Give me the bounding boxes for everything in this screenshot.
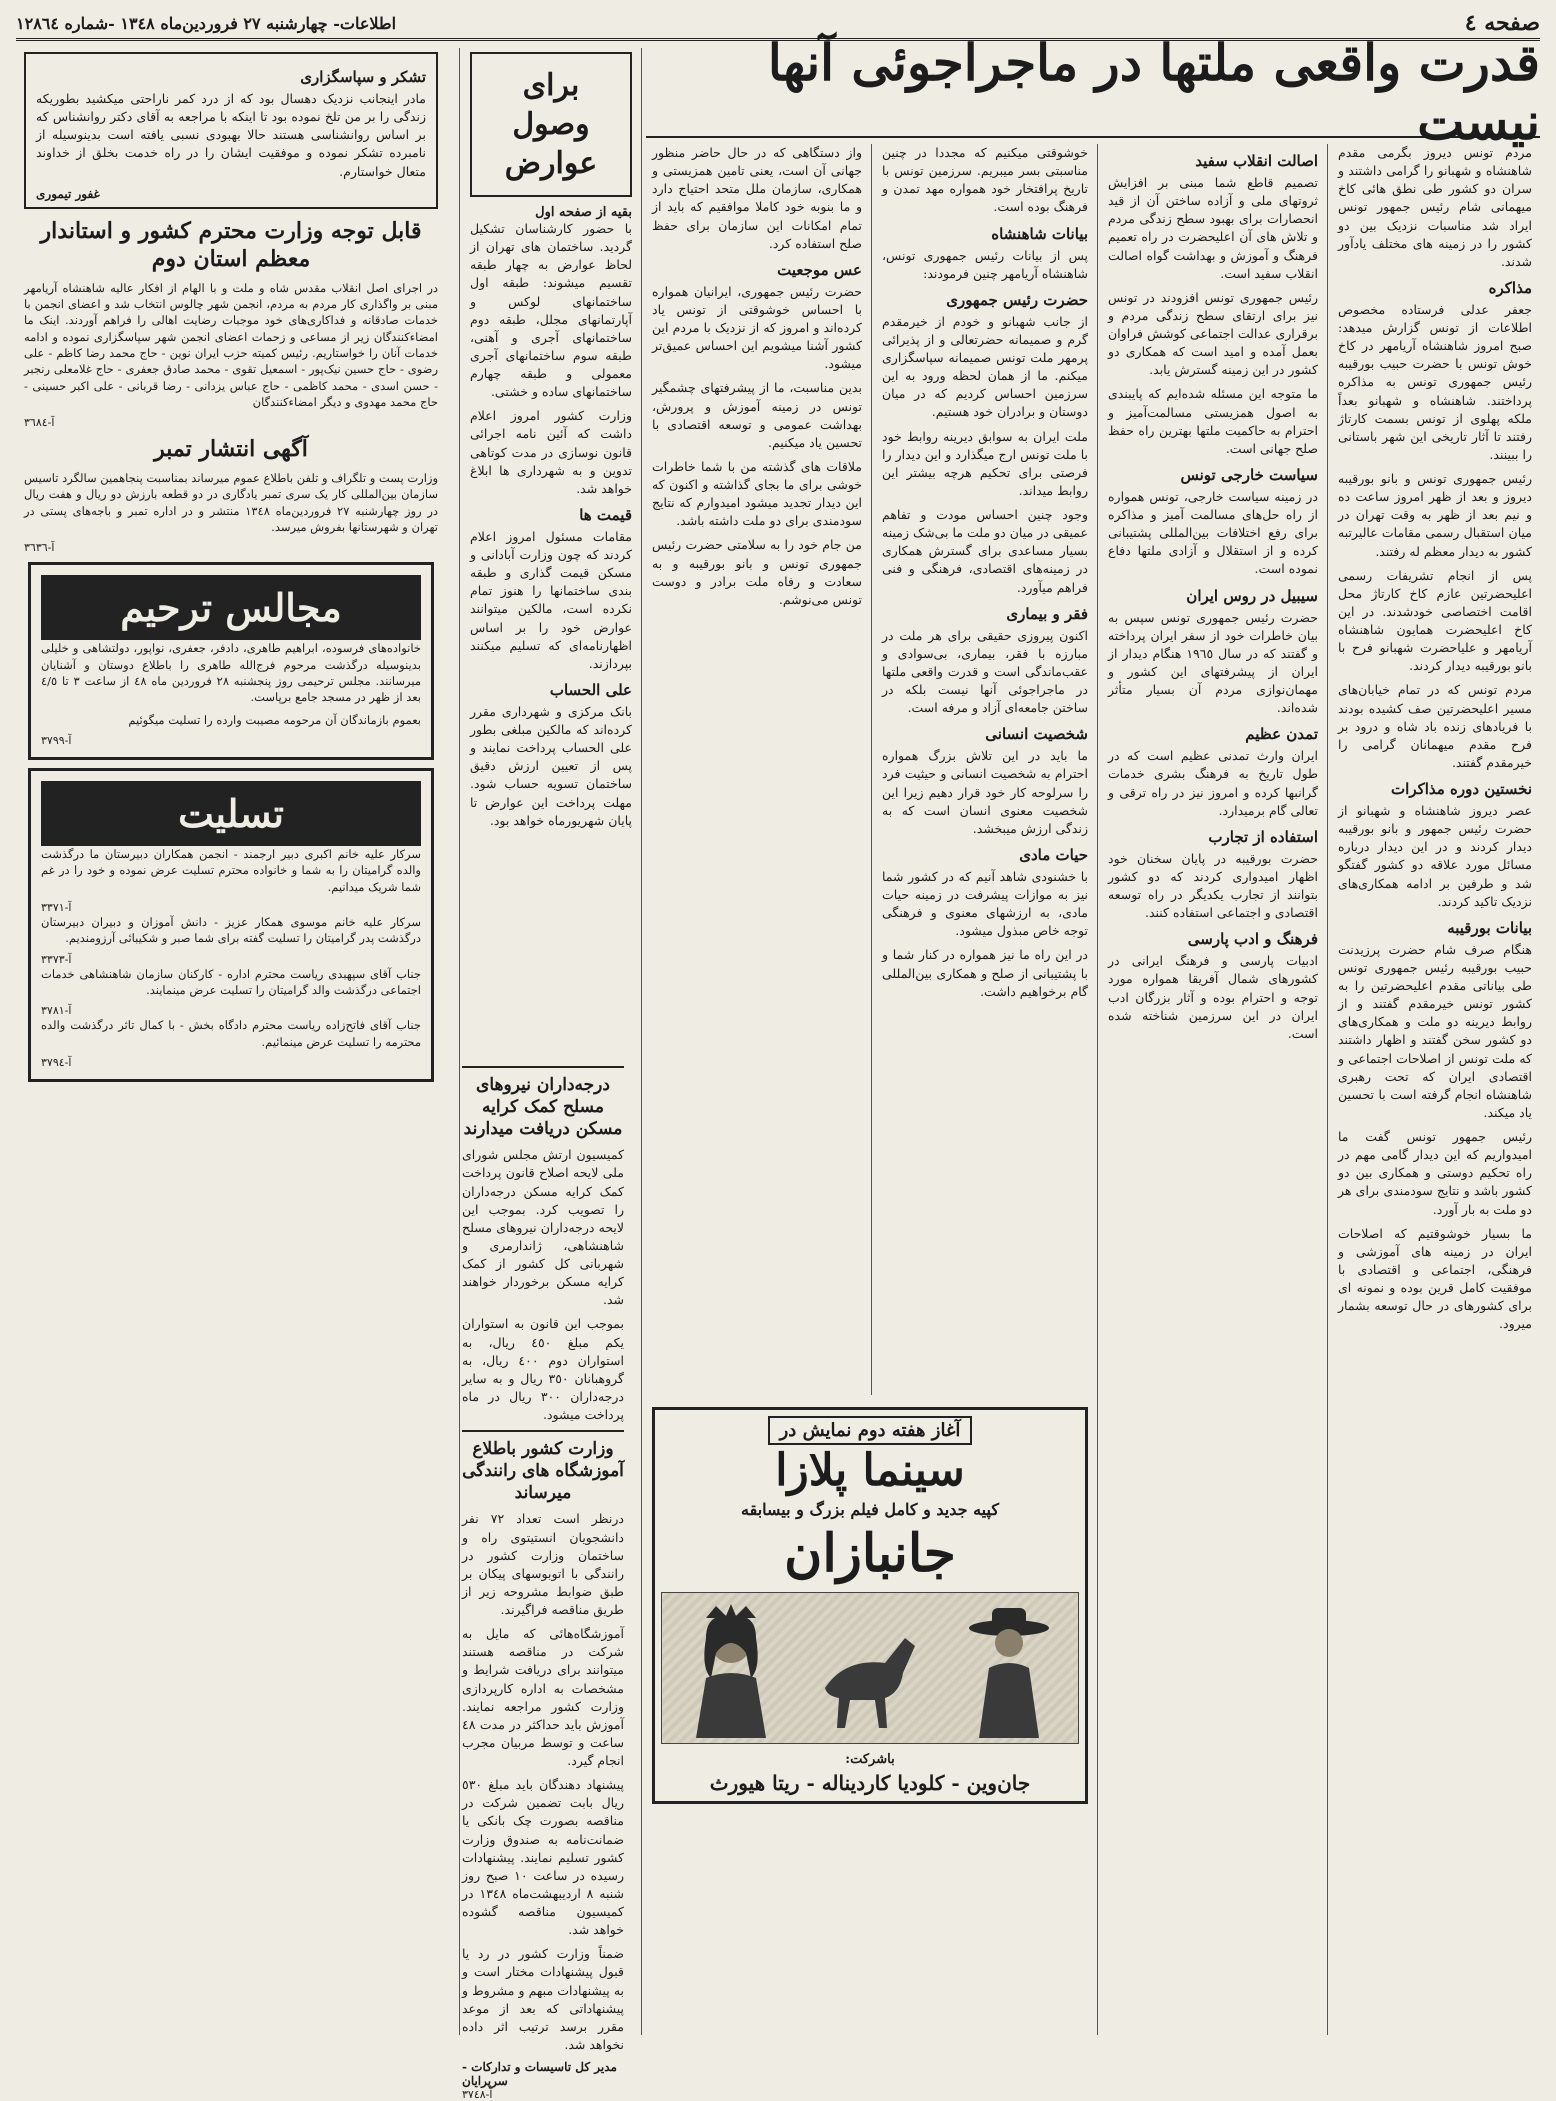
cinema-ad-box bbox=[652, 1407, 1088, 1804]
cast-names: جان‌وین - کلودیا کاردیناله - ریتا هیورث bbox=[709, 1771, 1031, 1795]
memorial-code: آ-٣٧٩٩ bbox=[41, 733, 72, 747]
paragraph: با خشنودی شاهد آنیم که در کشور شما نیز به موازات پیشرفت در زمینه حیات مادی، به ارزشهای معنوی و فرهنگی توجه خاص مبذول میشود. bbox=[882, 868, 1088, 939]
subheading: تمدن عظیم bbox=[1245, 725, 1318, 744]
main-story-col-1 bbox=[1330, 144, 1540, 2035]
thanks-signer: غفور تیموری bbox=[36, 186, 100, 201]
condolence-code: آ-٣٧٨١ bbox=[41, 1004, 72, 1018]
paragraph: ما باید در این تلاش بزرگ همواره احترام به شخصیت انسانی و حیثیت فرد را سرلوحه کار خود قرار دهیم زیرا این شخصیت معنوی انسان است که به زندگی ارزش میبخشد. bbox=[882, 748, 1088, 836]
condolence-item: جناب آقای فاتح‌زاده ریاست محترم دادگاه بخش - با کمال تاثر درگذشت والده محترمه را تسلیت عرض مینمائیم. bbox=[41, 1018, 421, 1049]
main-story-col-4 bbox=[644, 144, 870, 1395]
paragraph: مقامات مسئول امروز اعلام کردند که چون وزارت آبادانی و مسکن قیمت گذاری و طبقه بندی ساختمانها را هنوز تمام نکرده است، مالکین میتوانند عوارض خود را بر اساس اظهارنامه‌ای که تسلیم میکنند بپردازند. bbox=[470, 528, 632, 671]
memorial-title: مجالس ترحیم bbox=[41, 575, 421, 640]
memorial-body: خانواده‌های فرسوده، ابراهیم طاهری، دادفر، جعفری، نواپور، دولتشاهی و خلیلی بدینوسیله درگذشت مرحوم فرج‌الله طاهری را باطلاع دوستان و آشنایان میرسانند. مجلس ترحیمی روز پنجشنبه ٢٨ فروردین ماه ٤٨ از ساعت ٣ تا ٤/٥ بعد از ظهر در مسجد جامع برپاست. bbox=[41, 641, 421, 705]
thanks-body: مادر اینجانب نزدیک دهسال بود که از درد کمر ناراحتی میکشید بطوریکه زندگی را بر من تلخ نموده بود تا اینکه با مراجعه به آقای دکتر روانشناس که بر اساس روانشناسی هستند حالا بهبودی نسبی یافته است بدینوسیله از نامبرده تشکر نموده و موفقیت ایشان را در راه خدمت بخلق از خداوند متعال خواستارم. bbox=[36, 91, 426, 179]
nco-housing-title: درجه‌داران نیروهای مسلح کمک کرایه مسکن دریافت میدارند bbox=[462, 1066, 624, 1140]
paragraph: بموجب این قانون به استواران یکم مبلغ ٤٥٠ ریال، به استواران دوم ٤٠٠ ریال، به گروهبانان ٣٥٠ ریال و به سایر درجه‌داران ٣٠٠ ریال در ماه پرداخت میشود. bbox=[462, 1316, 624, 1423]
paragraph: بدین مناسبت، ما از پیشرفتهای چشمگیر تونس در زمینه آموزش و پرورش، بهداشت عمومی و توسعه اقتصادی با تحسین یاد میکنیم. bbox=[652, 380, 862, 450]
paragraph: در زمینه سیاست خارجی، تونس همواره از راه حل‌های مسالمت آمیز و مذاکره برای رفع اختلافات بین‌المللی پشتیبانی کرده و از استقلال و آزادی ملتها دفاع نموده است. bbox=[1108, 488, 1318, 577]
condolence-code: آ-٣٧٩٤ bbox=[41, 1055, 72, 1069]
ministry-code: آ-٣٦٨٤ bbox=[24, 416, 55, 430]
subheading: بیانات شاهنشاه bbox=[991, 224, 1088, 243]
main-story-col-2 bbox=[1100, 144, 1326, 2035]
condolence-code: آ-٣٣٧٣ bbox=[41, 952, 72, 966]
memorial-notice bbox=[28, 562, 434, 760]
paragraph: عصر دیروز شاهنشاه و شهبانو از حضرت رئیس جمهور و بانو بورقیبه دیدار کردند و در این دیدار درباره مسائل مورد علاقه دو کشور گفتگو شد و طرفین بر ادامه همکاری‌های نزدیک تاکید کردند. bbox=[1338, 803, 1532, 909]
subheading: سیاست خارجی تونس bbox=[1180, 465, 1318, 484]
film-title: جانبازان bbox=[784, 1523, 956, 1584]
paragraph: واز دستگاهی که در حال حاضر منظور جهانی آن است، یعنی تامین همزیستی و همکاری، سازمان ملل متحد احتیاج دارد و ما بنوبه خود کاملا موافقیم که باید از تمام امکانات این سازمان برای حفظ صلح استفاده کرد. bbox=[652, 145, 862, 251]
paragraph: از جانب شهبانو و خودم از خیرمقدم گرم و صمیمانه حضرتعالی و از پذیرائی پرمهر ملت تونس صمیمانه سپاسگزاری میکنم. ما از همان لحظه ورود به این سرزمین احساس کردیم که در میان دوستان و برادران خود هستیم. bbox=[882, 313, 1088, 420]
paragraph: رئیس جمهوری تونس و بانو بورقیبه دیروز و بعد از ظهر امروز ساعت ده و نیم بعد از ظهر به وقت تهران در میان استقبال رسمی مقامات عالیرتبه کشور به دیدار معظم له رفتند. bbox=[1338, 471, 1532, 559]
subheading: مذاکره bbox=[1488, 278, 1532, 297]
ministry-title: قابل توجه وزارت محترم کشور و استاندار معظم استان دوم bbox=[40, 217, 422, 273]
paragraph: وزارت کشور امروز اعلام داشت که آئین نامه اجرائی قانون نوسازی در مدت کوتاهی تدوین و به شهرداری ها ابلاغ خواهد شد. bbox=[470, 408, 632, 496]
condolence-item: سرکار علیه خانم موسوی همکار عزیز - دانش آموزان و دبیران دبیرستان درگذشت پدر گرامیتان را تسلیت گفته برای شما صبر و شکیبائی آرزومندیم. bbox=[41, 914, 421, 946]
driving-schools-title: وزارت کشور باطلاع آموزشگاه های رانندگی میرساند bbox=[462, 1430, 624, 1504]
paragraph: در این راه ما نیز همواره در کنار شما و با پشتیبانی از صلح و همکاری بین‌المللی گام برخواهیم داشت. bbox=[882, 947, 1088, 999]
cinema-subtitle: کپیه جدید و کامل فیلم بزرگ و بیسابقه bbox=[741, 1500, 999, 1519]
ministry-body: در اجرای اصل انقلاب مقدس شاه و ملت و با الهام از افکار عالیه شاهنشاه آریامهر مبنی بر واگذاری کار مردم به مردم، انجمن شهر چالوس انتخاب شد و اعضای انجمن با خدمات صادقانه و فداکاری‌های خود موجبات رضایت اهالی را فراهم آوردند. اینک ما امضاءکنندگان زیر از مساعی و زحمات اعضای انجمن شهر سپاسگزاری نموده و ادامه خدمات آنان را خواستاریم. رئیس کمیته حزب ایران نوین - حاج محمد رضا کاظم - علی رضوی - حاج حسین نیک‌پور - اسمعیل تقوی - محمد صادق جعفری - حاج غلامعلی رنجبر - حسن اسدی - محمد کاظمی - حاج عباس یزدانی - رضا قربانی - علی اکبر حسینی - حاج محمد مهدوی و دیگر امضاءکنندگان bbox=[24, 280, 438, 410]
column-rule bbox=[1097, 144, 1098, 2035]
paragraph: درنظر است تعداد ٧٢ نفر دانشجویان انستیتوی راه و ساختمان وزارت کشور در رانندگی با اتوبوسهای پیکان بر طبق ضوابط مشروحه زیر از طریق مناقصه فراگیرند. bbox=[462, 1511, 624, 1618]
paragraph: رئیس جمهوری تونس افزودند در تونس نیز برای ارتقای سطح زندگی مردم و برقراری عدالت اجتماعی کوشش فراوان بعمل آمده و امید است که همکاری دو کشور در این زمینه گسترش یابد. bbox=[1108, 289, 1318, 378]
subheading: اصالت انقلاب سفید bbox=[1195, 152, 1318, 170]
stamp-title: آگهی انتشار تمبر bbox=[154, 436, 308, 463]
subheading: سیبیل در روس ایران bbox=[1186, 586, 1318, 605]
column-rule bbox=[1327, 144, 1328, 2035]
paragraph: مردم تونس دیروز بگرمی مقدم شاهنشاه و شهبانو را گرامی داشتند و سران دو کشور طی نطق هائی کاخ میهمانی شام رئیس جمهور تونس ایراد شد مناسبات نزدیک بین دو کشور را در زمینه های مختلف یادآور شدند. bbox=[1338, 145, 1532, 269]
paragraph: هنگام صرف شام حضرت پرزیدنت حبیب بورقیبه رئیس جمهوری تونس طی بیاناتی مقدم اعلیحضرتین را به کشور تونس خیرمقدم گفتند و از روابط دیرینه دو ملت و همکاری‌های دو کشور سخن گفتند و اظهار داشتند که ملت تونس از اصلاحات اجتماعی و اقتصادی ایران که تحت رهبری شاهنشاه انجام گرفته است با تحسین یاد میکند. bbox=[1338, 941, 1532, 1120]
tolls-continued: بقیه از صفحه اول bbox=[535, 205, 632, 220]
condolence-item: سرکار علیه خانم اکبری دبیر ارجمند - انجمن همکاران دبیرستان ما درگذشت والده گرامیتان را به شما و خانواده محترم تسلیت عرض نموده و خود را در غم شما شریک میدانیم. bbox=[41, 846, 421, 894]
paragraph: من جام خود را به سلامتی حضرت رئیس جمهوری تونس و بانو بورقیبه و به سعادت و رفاه ملت برادر و دوست تونس می‌نوشم. bbox=[652, 537, 862, 607]
paragraph: مردم تونس که در تمام خیابان‌های مسیر اعلیحضرتین صف کشیده بودند با فریادهای زنده باد شاه و درود بر فرح مقدم میهمانان گرامی را خیرمقدم گفتند. bbox=[1338, 682, 1532, 770]
cinema-ad bbox=[644, 1399, 1096, 2035]
paragraph: رئیس جمهور تونس گفت ما امیدواریم که این دیدار گامی مهم در راه تحکیم دوستی و همکاری بین دو کشور باشد و نتایج سودمندی برای هر دو ملت به بار آورد. bbox=[1338, 1129, 1532, 1217]
columns-area bbox=[16, 33, 1540, 2035]
thanks-title: تشکر و سپاسگزاری bbox=[300, 68, 426, 86]
paragraph: ملت ایران به سوابق دیرینه روابط خود با ملت تونس ارج میگذارد و این دیدار را فرصتی برای تحکیم هرچه بیشتر این روابط میداند. bbox=[882, 428, 1088, 498]
subheading: فرهنگ و ادب پارسی bbox=[1187, 930, 1318, 949]
driving-signature: مدیر کل تاسیسات و تدارکات - سرپرایان bbox=[462, 2060, 617, 2089]
thanks-notice bbox=[24, 52, 438, 209]
subheading: عس موجعیت bbox=[777, 260, 862, 279]
stamp-code: آ-٣٦٣٦ bbox=[24, 541, 55, 555]
tolls-article bbox=[470, 52, 632, 197]
memorial-note: بعموم بازماندگان آن مرحومه مصیبت وارده را تسلیت میگوئیم bbox=[128, 712, 421, 727]
film-illustration bbox=[661, 1592, 1079, 1744]
subheading: حیات مادی bbox=[1019, 845, 1088, 864]
paragraph: حضرت بورقیبه در پایان سخنان خود اظهار امیدواری کردند که دو کشور بتوانند از تجارب یکدیگر در راه توسعه اقتصادی و اجتماعی استفاده کنند. bbox=[1108, 850, 1318, 921]
cinema-tag: آغاز هفته دوم نمایش در bbox=[768, 1416, 973, 1445]
column-rule bbox=[871, 144, 872, 1395]
paragraph: پس از بیانات رئیس جمهوری تونس، شاهنشاه آریامهر چنین فرمودند: bbox=[882, 247, 1088, 281]
subheading: نخستین دوره مذاکرات bbox=[1391, 780, 1532, 798]
condolence-code: آ-٣٣٧١ bbox=[41, 900, 72, 914]
column-5-lower bbox=[454, 1060, 632, 2101]
subheading: استفاده از تجارب bbox=[1208, 827, 1318, 846]
cowboy-figure-icon bbox=[954, 1598, 1064, 1738]
page-number: صفحه ٤ bbox=[1464, 10, 1540, 36]
paragraph: ادبیات پارسی و فرهنگ ایرانی در کشورهای شمال آفریقا همواره مورد توجه و احترام بوده و آثار بزرگان ادب ایران در این سرزمین شناخته شده است. bbox=[1108, 953, 1318, 1041]
paragraph: پس از انجام تشریفات رسمی اعلیحضرتین عازم کاخ کارتاژ محل اقامت اختصاصی خودشدند. در این کاخ اعلیحضرت همایون شاهنشاه آریامهر و علیاحضرت شهبانو فرح با بانو بورقیبه دیدار کردند. bbox=[1338, 567, 1532, 674]
paragraph: ما متوجه این مسئله شده‌ایم که پایبندی به اصول همزیستی مسالمت‌آمیز و احترام به حاکمیت ملتها بهترین راه حفظ صلح جهانی است. bbox=[1108, 386, 1318, 456]
paragraph: بانک مرکزی و شهرداری مقرر کرده‌اند که مالکین مبلغی بطور علی الحساب پرداخت نمایند و پس از تعیین ارزش دقیق ساختمان تسویه حساب شود. مهلت پرداخت این عوارض تا پایان شهریورماه خواهد بود. bbox=[470, 703, 632, 828]
subheading: بیانات بورقیبه bbox=[1447, 918, 1532, 937]
paragraph: تصمیم قاطع شما مبنی بر افزایش ثروتهای ملی و آزاده ساختن آن از قید انحصارات برای بهبود سطح زندگی مردم و تلاش های آن اعلیحضرت در راه تعمیم فرهنگ و آموزش و بهداشت گواه اصالت انقلاب سفید است. bbox=[1108, 175, 1318, 281]
paragraph: جعفر عدلی فرستاده مخصوص اطلاعات از تونس گزارش میدهد: صبح امروز شاهنشاه آریامهر در کاخ خوش‌ تونس با حضرت حبیب بورقیبه رئیس جمهوری تونس به مذاکره پرداختند. شاهنشاه و شهبانو بعداً ملکه پهلوی از تونس بسمت کارتاژ رفتند تا آثار تاریخی این شهر باستانی را ببینند. bbox=[1338, 301, 1532, 462]
condolence-title: تسلیت bbox=[41, 781, 421, 846]
cinema-name: سینما پلازا bbox=[775, 1445, 965, 1496]
subheading: حضرت رئیس جمهوری bbox=[946, 290, 1088, 309]
subheading: شخصیت انسانی bbox=[985, 725, 1088, 744]
paragraph: با حضور کارشناسان تشکیل گردید. ساختمان های تهران از لحاظ عوارض به چهار طبقه تقسیم میشوند: طبقه اول ساختمانهای لوکس و آپارتمانهای مجلل، طبقه دوم ساختمانهای آجری و آهنی، طبقه سوم ساختمانهای آجری معمولی و طبقه چهارم ساختمانهای ساده و خشتی. bbox=[470, 221, 632, 400]
paragraph: ایران وارث تمدنی عظیم است که در طول تاریخ به فرهنگ بشری خدمات گرانبها کرده و امروز نیز در راه ترقی و تعالی گام برمیدارد. bbox=[1108, 748, 1318, 818]
subheading: علی الحساب bbox=[549, 680, 632, 699]
column-6 bbox=[16, 48, 446, 2035]
subheading: فقر و بیماری bbox=[1006, 604, 1088, 623]
main-headline: قدرت واقعی ملتها در ماجراجوئی آنها نیست bbox=[646, 48, 1540, 138]
paragraph: اکنون پیروزی حقیقی برای هر ملت در مبارزه با فقر، بیماری، بی‌سوادی و عقب‌ماندگی است و قدرت واقعی ملتها در ماجراجوئی آنها نیست بلکه در ساختن جامعه‌ای آزاد و مرفه است. bbox=[882, 627, 1088, 716]
paragraph: وجود چنین احساس مودت و تفاهم عمیقی در میان دو ملت ما بی‌شک زمینه بسیار مساعدی برای گسترش همکاری در زمینه‌های اقتصادی، فرهنگی و فنی فراهم میآورد. bbox=[882, 507, 1088, 595]
driving-code: آ-٣٧٤٨ bbox=[462, 2088, 493, 2101]
paragraph: خوشوقتی میکنیم که مجددا در چنین مناسبتی بسر میبریم. سرزمین تونس با تاریخ پرافتخار خود همواره مهد تمدن و فرهنگ بوده است. bbox=[882, 145, 1088, 215]
dateline: اطلاعات- چهارشنبه ٢٧ فروردین‌ماه ١٣٤٨ -شماره ١٢٨٦٤ bbox=[16, 13, 397, 33]
horse-figure-icon bbox=[815, 1598, 925, 1738]
paragraph: کمیسیون ارتش مجلس شورای ملی لایحه اصلاح قانون پرداخت کمک کرایه مسکن درجه‌داران را تصویب کرد. بموجب این لایحه درجه‌داران نیروهای مسلح شاهنشاهی، ژاندارمری و شهربانی کل کشور از کمک کرایه مسکن برخوردار خواهند شد. bbox=[462, 1147, 624, 1308]
main-story-col-3 bbox=[874, 144, 1096, 1395]
condolence-notice bbox=[28, 768, 434, 1082]
column-rule bbox=[641, 48, 642, 2035]
cast-label: باشرکت: bbox=[845, 1752, 895, 1767]
paragraph: حضرت رئیس جمهوری، ایرانیان همواره با احساس خوشوقتی از تونس یاد کرده‌اند و امروز که از نزدیک با مردم این کشور آشنا میشویم این احساس عمیق‌تر میشود. bbox=[652, 283, 862, 372]
subheading: قیمت ها bbox=[579, 505, 632, 524]
paragraph: حضرت رئیس جمهوری تونس سپس به بیان خاطرات خود از سفر ایران پرداخته و گفتند که در سال ١٩٦٥ هنگام دیدار از ایران از پیشرفتهای این کشور و مهمان‌نوازی مردم آن بسیار متأثر شده‌اند. bbox=[1108, 609, 1318, 716]
tolls-title: برای وصول عوارض bbox=[504, 68, 598, 181]
paragraph: ملاقات های گذشته من با شما خاطرات خوشی برای ما بجای گذاشته و اکنون که این دیدار تجدید میشود امیدوارم که نتایج سودمندی برای دو ملت داشته باشد. bbox=[652, 458, 862, 529]
stamp-body: وزارت پست و تلگراف و تلفن باطلاع عموم میرساند بمناسبت پنجاهمین سالگرد تاسیس سازمان بین‌المللی کار یک سری تمبر یادگاری در دو قطعه بارزش دو ریال و هفت ریال در روز چهارشنبه ٢٧ فروردین‌ماه ١٣٤٨ منتشر و در اداره تمبر و باجه‌های پستی در تهران و شهرستانها بفروش میرسد. bbox=[24, 471, 439, 535]
paragraph: ضمناً وزارت کشور در رد یا قبول پیشنهادات مختار است و به پیشنهادات مبهم و مشروط و پیشنهاداتی که بعد از موعد مقرر برسد ترتیب اثر داده نخواهد شد. bbox=[462, 1946, 624, 2052]
paragraph: پیشنهاد دهندگان باید مبلغ ٥٣٠ ریال بابت تضمین شرکت در مناقصه بصورت چک بانکی یا ضمانت‌نامه به صندوق وزارت کشور تسلیم نمایند. پیشنهادات رسیده در ساعت ١٠ صبح روز شنبه ٨ اردیبهشت‌ماه ١٣٤٨ در کمیسیون مناقصه گشوده خواهد شد. bbox=[462, 1777, 624, 1938]
actress-figure-icon bbox=[676, 1598, 786, 1738]
paragraph: ما بسیار خوشوقتیم که اصلاحات ایران در زمینه های آموزشی و فرهنگی، اجتماعی و اقتصادی با موفقیت کامل قرین بوده و نمونه ای برای کشورهای در حال توسعه بشمار میرود. bbox=[1338, 1225, 1532, 1332]
condolence-item: جناب آقای سپهبدی ریاست محترم اداره - کارکنان سازمان شاهنشاهی خدمات اجتماعی درگذشت والد گرامیتان را تسلیت عرض مینمایند. bbox=[41, 966, 421, 997]
paragraph: آموزشگاه‌هائی که مایل به شرکت در مناقصه هستند میتوانند برای دریافت شرایط و مشخصات به اداره کارپردازی وزارت کشور مراجعه نمایند. آموزش باید حداکثر در مدت ٤٨ ساعت و توسط مربیان مجرب انجام گیرد. bbox=[462, 1626, 624, 1769]
